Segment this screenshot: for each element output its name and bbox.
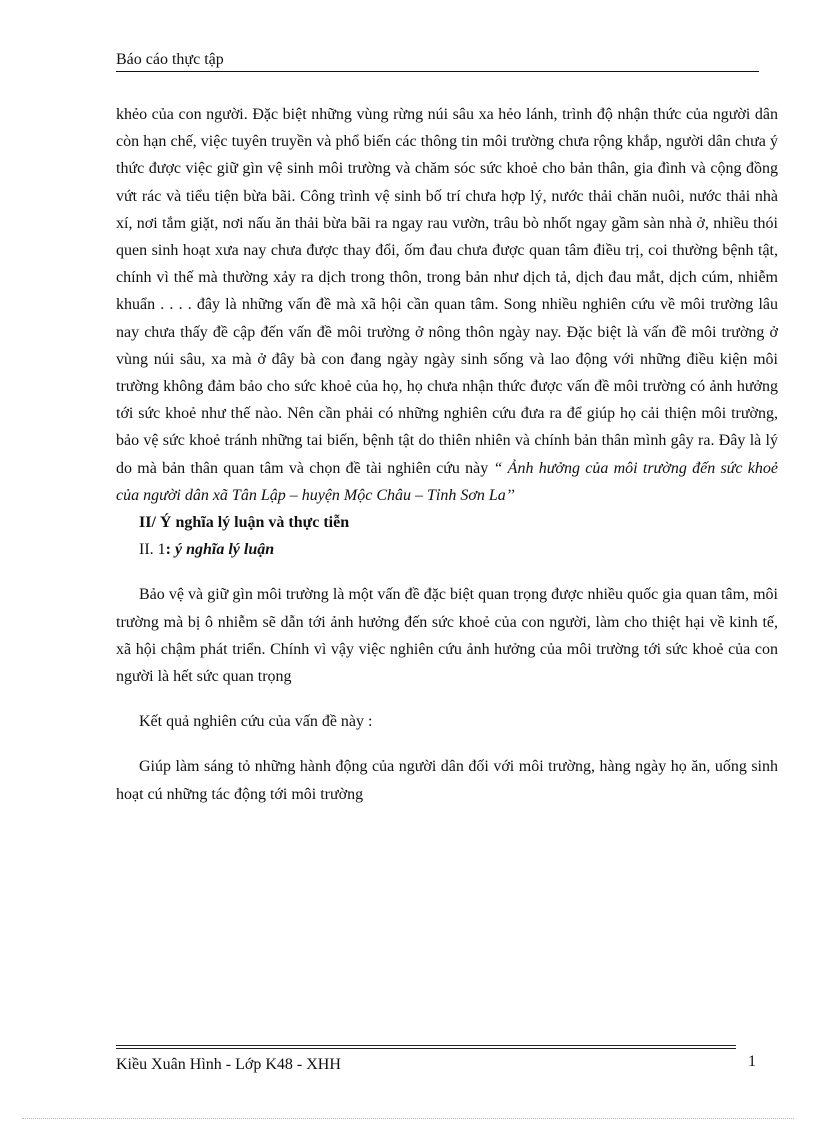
footer-rule-bottom	[116, 1048, 736, 1049]
page-edge-dotted-line	[22, 1118, 794, 1119]
subsection-colon: :	[165, 541, 175, 559]
paragraph-1	[116, 101, 778, 509]
subsection-number: II. 1	[139, 541, 166, 559]
page-number: 1	[748, 1053, 756, 1070]
footer-author: Kiều Xuân Hình - Lớp K48 - XHH	[116, 1056, 341, 1073]
paragraph-4: Giúp làm sáng tỏ những hành động của người dân đối với môi trường, hàng ngày họ ăn, uống sinh hoạt cú những tác động tới môi trường	[116, 758, 778, 803]
paragraph-1-text: khẻo của con người. Đặc biệt những vùng rừng núi sâu xa hẻo lánh, trình độ nhận thức của người dân còn hạn chế, việc tuyên truyền và phổ biến các thông tin môi trường chưa rộng khắp, người dân chưa ý thức được việc giữ gìn vệ sinh môi trường và chăm sóc sức khoẻ cho bản thân, gia đình và cộng đồng vứt rác và tiểu tiện bừa bãi. Công trình vệ sinh bố trí chưa hợp lý, nước thải chăn nuôi, nước thải nhà xí, nơi tắm giặt, nơi nấu ăn thải bừa bãi ra ngay rau vườn, trâu bò nhốt ngay gầm sàn nhà ở, nhiều thói quen sinh hoạt xưa nay chưa được thay đổi, ốm đau chưa được quan tâm điều trị, coi thường bệnh tật, chính vì thế mà thường xảy ra dịch trong thôn, trong bản như dịch tả, dịch đau mắt, dịch cúm, nhiễm khuẩn . . . . đây là những vấn đề mà xã hội cần quan tâm. Song nhiều nghiên cứu về môi trường lâu nay chưa thấy đề cập đến vấn đề môi trường ở nông thôn ngày nay. Đặc biệt là vấn đề môi trường ở vùng núi sâu, xa mà ở đây bà con đang ngày ngày sinh sống và lao động với những điều kiện môi trường không đảm bảo cho sức khoẻ của họ, họ chưa nhận thức được vấn đề môi trường có ảnh hưởng tới sức khoẻ như thế nào. Nên cần phải có những nghiên cứu đưa ra để giúp họ cải thiện môi trường, bảo vệ sức khoẻ tránh những tai biến, bệnh tật do thiên nhiên và chính bản thân mình gây ra. Đây là lý do mà bản thân quan tâm và chọn đề tài nghiên cứu này	[116, 106, 778, 477]
header-title: Báo cáo thực tập	[116, 51, 224, 68]
footer-rule-top	[116, 1045, 736, 1046]
subsection-heading	[116, 536, 778, 563]
document-body	[116, 101, 778, 808]
paragraph-2: Bảo vệ và giữ gìn môi trường là một vấn đề đặc biệt quan trọng được nhiều quốc gia quan tâm, môi trường mà bị ô nhiễm sẽ dẫn tới ảnh hưởng đến sức khoẻ của con người, làm cho thiệt hại về kinh tế, xã hội chậm phát triển. Chính vì vậy việc nghiên cứu ảnh hưởng của môi trường tới sức khoẻ của con người là hết sức quan trọng	[116, 586, 778, 686]
study-title-quote: “ Ảnh hưởng của môi trường đến sức khoẻ của người dân xã Tân Lập – huyện Mộc Châu – Tỉnh Sơn La’’	[116, 459, 778, 504]
subsection-title: ý nghĩa lý luận	[174, 541, 275, 559]
header-rule	[116, 71, 759, 72]
section-heading: II/ Ý nghĩa lý luận và thực tiễn	[139, 514, 350, 532]
paragraph-3: Kết quả nghiên cứu của vấn đề này :	[139, 713, 373, 731]
